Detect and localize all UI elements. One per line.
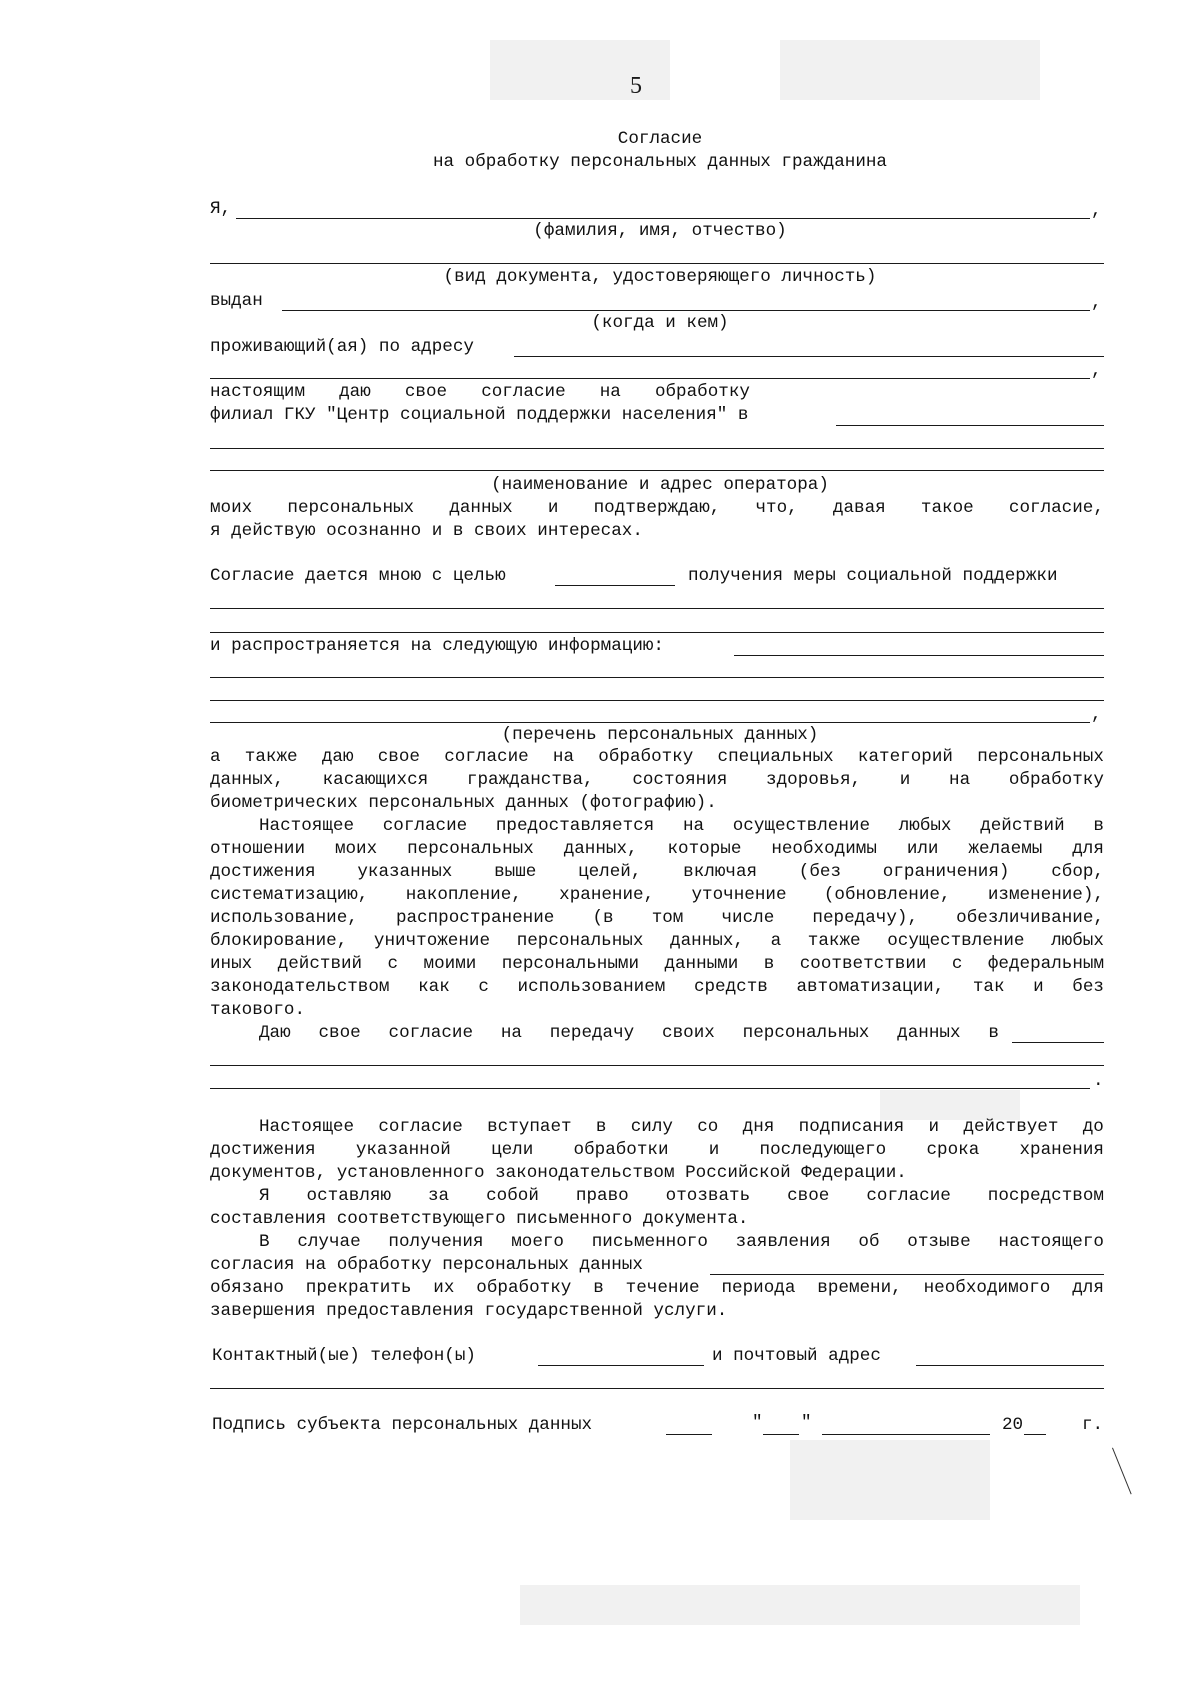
paragraph-line: документов, установленного законодательством Российской Федерации. — [210, 1163, 907, 1183]
vydan-label: выдан — [210, 291, 263, 311]
operator-hint: (наименование и адрес оператора) — [491, 475, 829, 495]
paragraph-line: В случае получения моего письменного заявления об отзыве настоящего — [259, 1232, 1104, 1252]
date-quote-open: " — [752, 1413, 763, 1433]
paragraph-line: биометрических персональных данных (фотографию). — [210, 793, 717, 813]
postal-field-line-2[interactable] — [210, 1388, 1104, 1389]
scan-noise — [490, 40, 670, 100]
consent-line: настоящим даю свое согласие на обработку — [210, 382, 750, 402]
fio-hint: (фамилия, имя, отчество) — [533, 221, 787, 241]
paragraph-line: блокирование, уничтожение персональных данных, а также осуществление любых — [210, 931, 1104, 951]
date-quote-close: " — [801, 1413, 812, 1433]
paragraph-line: достижения указанных выше целей, включая (без ограничения) сбор, — [210, 862, 1104, 882]
info-field-line-3[interactable] — [210, 700, 1104, 701]
comma: , — [1091, 705, 1102, 725]
scan-noise — [520, 1585, 1080, 1625]
purpose-label: Согласие дается мною с целью — [210, 566, 506, 586]
paragraph-line: использование, распространение (в том числе передачу), обезличивание, — [210, 908, 1104, 928]
transfer-field-line[interactable] — [1012, 1042, 1104, 1043]
document-title: Согласие — [617, 129, 703, 149]
paragraph-line: составления соответствующего письменного документа. — [210, 1209, 749, 1229]
paragraph-line: завершения предоставления государственной услуги. — [210, 1301, 728, 1321]
postal-label: и почтовый адрес — [712, 1346, 881, 1366]
list-hint: (перечень персональных данных) — [501, 725, 819, 745]
postal-field-line[interactable] — [916, 1365, 1104, 1366]
purpose-tail: получения меры социальной поддержки — [688, 566, 1058, 586]
signature-field-line[interactable] — [666, 1434, 712, 1435]
paragraph-line: иных действий с моими персональными данными в соответствии с федеральным — [210, 954, 1104, 974]
document-subtitle: на обработку персональных данных гражданина — [433, 152, 887, 172]
date-year-line[interactable] — [1024, 1434, 1046, 1435]
operator-field-line-3[interactable] — [210, 470, 1104, 471]
paragraph-line: данных, касающихся гражданства, состояния здоровья, и на обработку — [210, 770, 1104, 790]
document-hint: (вид документа, удостоверяющего личность) — [443, 267, 877, 287]
info-field-line-2[interactable] — [210, 677, 1104, 678]
paragraph-line: Я оставляю за собой право отозвать свое согласие посредством — [259, 1186, 1104, 1206]
contact-label: Контактный(ые) телефон(ы) — [212, 1346, 476, 1366]
purpose-field-line-3[interactable] — [210, 632, 1104, 633]
fio-field-line[interactable] — [236, 218, 1090, 219]
transfer-field-line-2[interactable] — [210, 1065, 1104, 1066]
paragraph-line: такового. — [210, 1000, 306, 1020]
comma: , — [1091, 201, 1102, 221]
withdraw-field-line[interactable] — [710, 1274, 1104, 1275]
comma: , — [1091, 293, 1102, 313]
scan-mark — [1112, 1448, 1132, 1495]
page-number: 5 — [630, 73, 642, 99]
paragraph-line: отношении моих персональных данных, которые необходимы или желаемы для — [210, 839, 1104, 859]
year-prefix: 20 — [1002, 1415, 1024, 1435]
paragraph-line: законодательством как с использованием средств автоматизации, так и без — [210, 977, 1104, 997]
operator-field-line[interactable] — [836, 425, 1104, 426]
operator-field-line-2[interactable] — [210, 448, 1104, 449]
paragraph-line: обязано прекратить их обработку в течение периода времени, необходимого для — [210, 1278, 1104, 1298]
info-field-line[interactable] — [734, 655, 1104, 656]
info-label: и распространяется на следующую информацию: — [210, 636, 664, 656]
signature-label: Подпись субъекта персональных данных — [212, 1415, 593, 1435]
address-label: проживающий(ая) по адресу — [210, 337, 474, 357]
info-field-line-4[interactable] — [210, 722, 1090, 723]
purpose-field-line-2[interactable] — [210, 608, 1104, 609]
vydan-field-line[interactable] — [282, 310, 1090, 311]
transfer-text: Даю свое согласие на передачу своих персональных данных в — [259, 1023, 999, 1043]
when-hint: (когда и кем) — [591, 313, 729, 333]
period: . — [1093, 1071, 1104, 1091]
year-suffix: г. — [1082, 1415, 1104, 1435]
date-month-line[interactable] — [822, 1434, 990, 1435]
scan-noise — [790, 1440, 990, 1520]
phone-field-line[interactable] — [538, 1365, 704, 1366]
address-field-line[interactable] — [514, 356, 1104, 357]
ya-prefix: Я, — [210, 199, 232, 219]
comma: , — [1091, 361, 1102, 381]
transfer-field-line-3[interactable] — [210, 1088, 1090, 1089]
paragraph-line: моих персональных данных и подтверждаю, что, давая такое согласие, — [210, 498, 1104, 518]
paragraph-line: Настоящее согласие предоставляется на осуществление любых действий в — [259, 816, 1104, 836]
scan-noise — [880, 1090, 1020, 1120]
document-field-line[interactable] — [210, 263, 1104, 264]
purpose-field-line[interactable] — [555, 585, 675, 586]
paragraph-line: систематизацию, накопление, хранение, уточнение (обновление, изменение), — [210, 885, 1104, 905]
paragraph-line: достижения указанной цели обработки и последующего срока хранения — [210, 1140, 1104, 1160]
operator-line: филиал ГКУ "Центр социальной поддержки населения" в — [210, 405, 749, 425]
withdraw-tail: согласия на обработку персональных данных — [210, 1255, 643, 1275]
date-day-line[interactable] — [763, 1434, 799, 1435]
address-field-line-2[interactable] — [210, 378, 1090, 379]
paragraph-line: Настоящее согласие вступает в силу со дня подписания и действует до — [259, 1117, 1104, 1137]
paragraph-line: а также даю свое согласие на обработку специальных категорий персональных — [210, 747, 1104, 767]
scan-noise — [780, 40, 1040, 100]
paragraph-line: я действую осознанно и в своих интересах. — [210, 521, 643, 541]
